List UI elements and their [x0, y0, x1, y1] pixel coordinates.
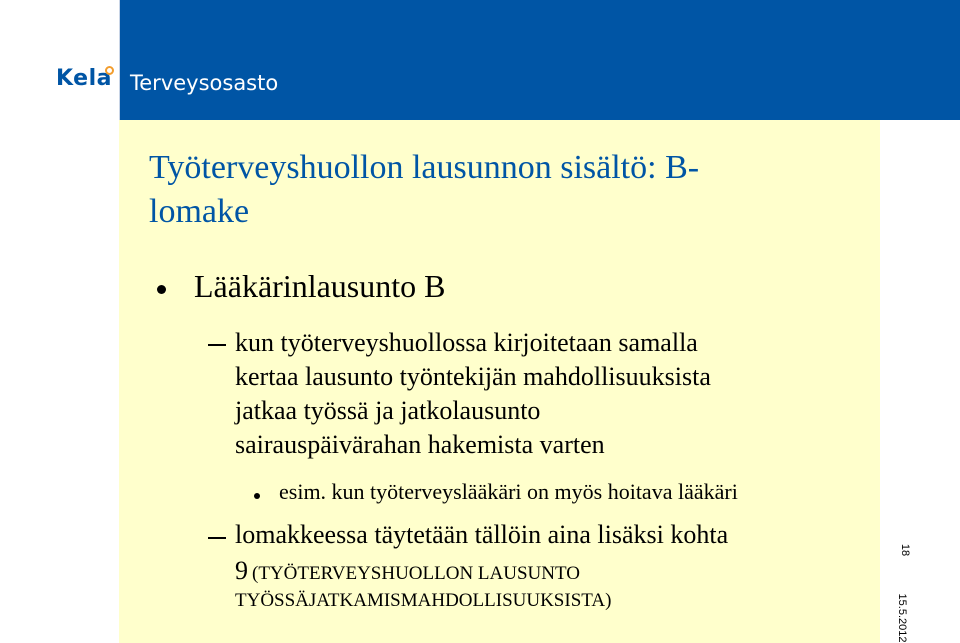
kela-logo: Kela	[56, 66, 112, 91]
dash-item-2-number: 9	[235, 556, 248, 585]
sub-bullet-dot-icon	[254, 493, 260, 499]
dash-item-2-line-3: TYÖSSÄJATKAMISMAHDOLLISUUKSISTA)	[235, 590, 612, 611]
slide-title-line-1: Työterveyshuollon lausunnon sisältö: B-	[149, 149, 700, 186]
dash-icon	[208, 537, 226, 539]
right-margin	[880, 120, 960, 643]
dash-item-1-line-3: jatkaa työssä ja jatkolausunto	[235, 396, 541, 425]
bullet-text: Lääkärinlausunto B	[194, 268, 446, 304]
slide-title-line-2: lomake	[149, 193, 250, 230]
left-margin	[0, 120, 119, 643]
page-number: 18	[899, 543, 911, 557]
dash-item-1-line-1: kun työterveyshuollossa kirjoitetaan samalla	[235, 328, 698, 357]
kela-logo-mark-icon	[105, 66, 114, 75]
slide-title	[149, 146, 789, 234]
dash-item-2-text: (TYÖTERVEYSHUOLLON LAUSUNTO	[252, 563, 580, 584]
dash-item-2-line-1: lomakkeessa täytetään tällöin aina lisäksi kohta	[235, 520, 729, 549]
dash-item-1-line-2: kertaa lausunto työntekijän mahdollisuuksista	[235, 362, 711, 391]
dash-item-1	[235, 327, 711, 460]
sub-bullet-text: esim. kun työterveyslääkäri on myös hoitava lääkäri	[279, 479, 738, 504]
slide-date: 15.5.2012	[896, 593, 908, 643]
dash-item-1-line-4: sairauspäivärahan hakemista varten	[235, 430, 605, 459]
bullet-dot-icon	[157, 285, 166, 294]
dash-item-2-line-2	[235, 556, 580, 586]
logo-box	[0, 0, 120, 120]
dash-icon	[208, 344, 226, 346]
department-title: Terveysosasto	[130, 71, 279, 95]
header-band	[120, 0, 960, 120]
